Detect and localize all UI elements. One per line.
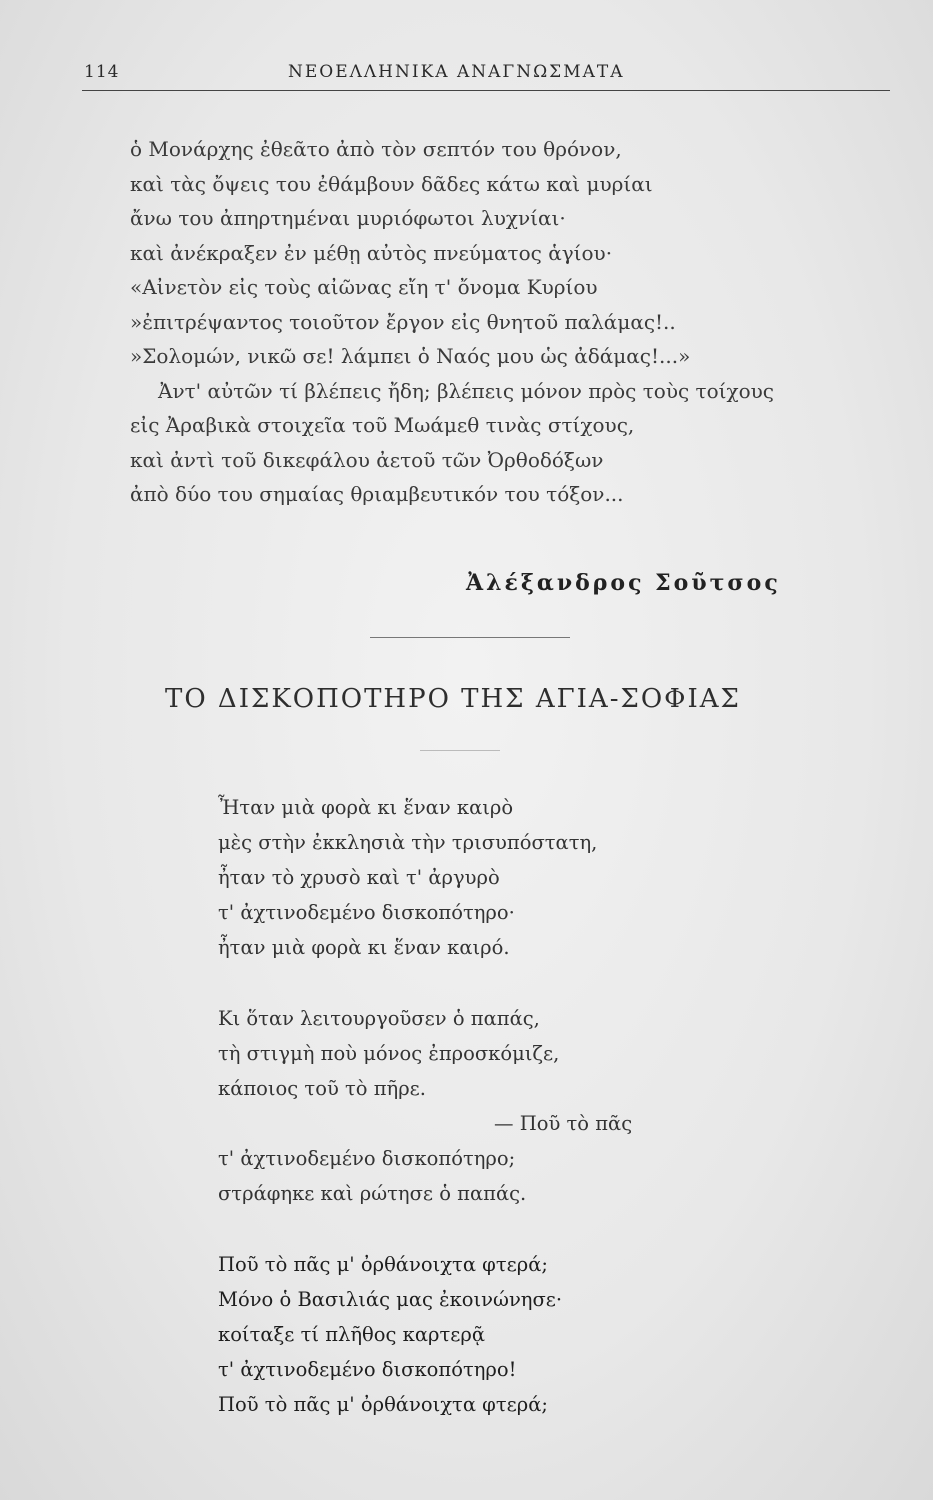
title-rule xyxy=(420,750,500,751)
stanza-1 xyxy=(218,790,858,965)
verse-line: Ἦταν μιὰ φορὰ κι ἕναν καιρὸ xyxy=(218,796,514,819)
prose-line: καὶ ἀντὶ τοῦ δικεφάλου ἀετοῦ τῶν Ὀρθοδόξων xyxy=(130,447,604,472)
prose-line: καὶ ἀνέκραξεν ἐν μέθῃ αὐτὸς πνεύματος ἁγίου· xyxy=(130,240,613,265)
verse-line: Ποῦ τὸ πᾶς μ' ὀρθάνοιχτα φτερά; xyxy=(218,1393,548,1416)
section-divider xyxy=(370,637,570,638)
verse-line: τ' ἀχτινοδεμένο δισκοπότηρο; xyxy=(218,1147,516,1170)
verse-line: τ' ἀχτινοδεμένο δισκοπότηρο· xyxy=(218,901,515,924)
prose-line: εἰς Ἀραβικὰ στοιχεῖα τοῦ Μωάμεθ τινὰς στίχους, xyxy=(130,413,635,437)
stanza-2 xyxy=(218,1001,858,1211)
poem-title: ΤΟ ΔΙΣΚΟΠΟΤΗΡΟ ΤΗΣ ΑΓΙΑ-ΣΟΦΙΑΣ xyxy=(165,684,741,714)
prose-line: καὶ τὰς ὄψεις του ἐθάμβουν δᾶδες κάτω καὶ μυρίαι xyxy=(130,171,653,196)
prose-line: ὁ Μονάρχης ἐθεᾶτο ἀπὸ τὸν σεπτόν του θρόνον, xyxy=(130,137,622,161)
verse-line: τ' ἀχτινοδεμένο δισκοπότηρο! xyxy=(218,1358,517,1381)
prose-line: ἄνω του ἀπηρτημέναι μυριόφωτοι λυχνίαι· xyxy=(130,206,566,230)
verse-line: τὴ στιγμὴ ποὺ μόνος ἐπροσκόμιζε, xyxy=(218,1042,560,1065)
prose-line: ἀπὸ δύο του σημαίας θριαμβευτικόν του τόξον... xyxy=(130,482,624,506)
prose-line: »ἐπιτρέψαντος τοιοῦτον ἔργον εἰς θνητοῦ παλάμας!.. xyxy=(130,309,676,334)
author-signature: Ἀλέξανδρος Σοῦτσος xyxy=(466,570,781,596)
prose-line: «Αἰνετὸν εἰς τοὺς αἰῶνας εἴη τ' ὄνομα Κυρίου xyxy=(130,275,598,299)
verse-line-dialogue: — Ποῦ τὸ πᾶς xyxy=(494,1112,633,1135)
header-rule xyxy=(82,90,890,91)
verse-line: μὲς στὴν ἐκκλησιὰ τὴν τρισυπόστατη, xyxy=(218,831,598,854)
verse-line: Μόνο ὁ Βασιλιάς μας ἐκοινώνησε· xyxy=(218,1288,563,1311)
page-number: 114 xyxy=(84,62,120,82)
prose-line: Ἀντ' αὐτῶν τί βλέπεις ἤδη; βλέπεις μόνον πρὸς τοὺς τοίχους xyxy=(158,378,774,403)
stanza-3 xyxy=(218,1247,858,1422)
prose-excerpt xyxy=(130,132,860,512)
prose-line: »Σολομών, νικῶ σε! λάμπει ὁ Ναός μου ὡς ἀδάμας!...» xyxy=(130,344,691,368)
verse-line: Κι ὅταν λειτουργοῦσεν ὁ παπάς, xyxy=(218,1007,540,1030)
verse-line: στράφηκε καὶ ρώτησε ὁ παπάς. xyxy=(218,1182,527,1205)
verse-line: ἦταν μιὰ φορὰ κι ἕναν καιρό. xyxy=(218,936,510,959)
running-title: ΝΕΟΕΛΛΗΝΙΚΑ ΑΝΑΓΝΩΣΜΑΤΑ xyxy=(288,62,625,82)
verse-line: κάποιος τοῦ τὸ πῆρε. xyxy=(218,1077,426,1100)
page-header xyxy=(0,62,933,96)
poem-body xyxy=(218,790,858,1458)
verse-line: κοίταξε τί πλῆθος καρτερᾷ xyxy=(218,1323,486,1346)
verse-line: ἦταν τὸ χρυσὸ καὶ τ' ἀργυρὸ xyxy=(218,866,500,889)
verse-line: Ποῦ τὸ πᾶς μ' ὀρθάνοιχτα φτερά; xyxy=(218,1253,548,1276)
